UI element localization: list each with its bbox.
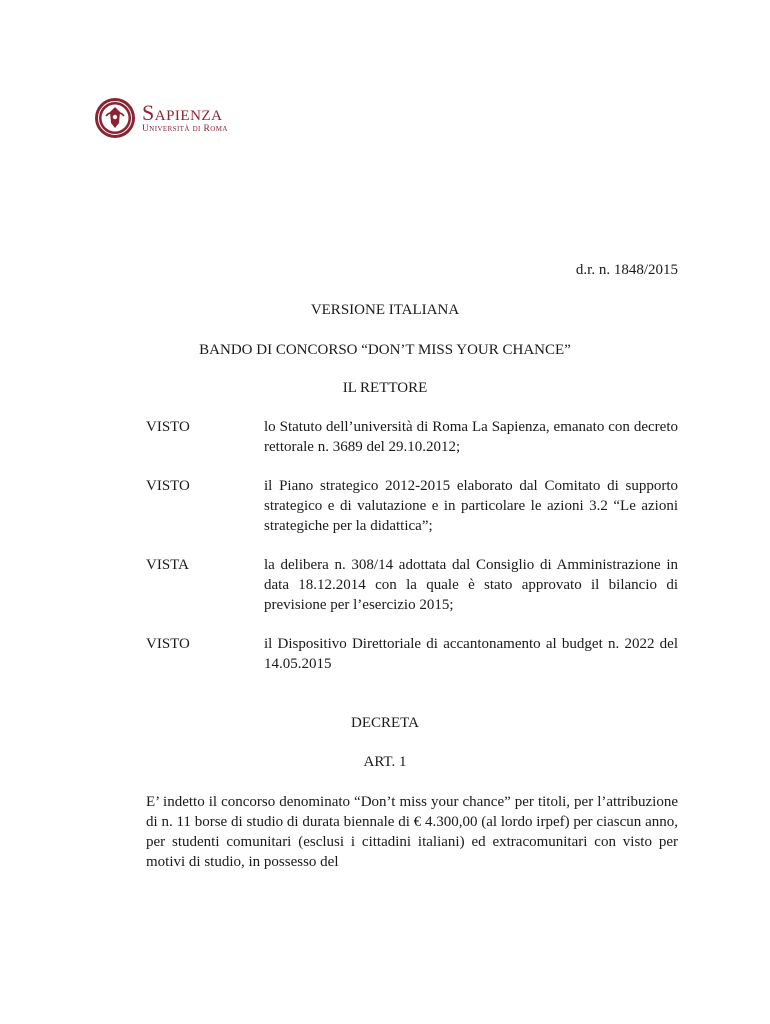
clause-keyword: VISTO <box>146 419 190 435</box>
clause-text: il Piano strategico 2012-2015 elaborato dal Comitato di supporto strategico e di valutazione e in particolare le azioni 3.2 “Le azioni strategiche per la didattica”; <box>264 478 678 534</box>
bando-heading: BANDO DI CONCORSO “DON’T MISS YOUR CHANCE” <box>199 342 571 358</box>
rettore-heading: IL RETTORE <box>342 380 428 396</box>
logo-subtitle: Università di Roma <box>142 123 228 134</box>
clause <box>146 417 678 457</box>
clause-keyword: VISTA <box>146 557 189 573</box>
article-1-paragraph: E’ indetto il concorso denominato “Don’t miss your chance” per titoli, per l’attribuzione di n. 11 borse di studio di durata biennale di € 4.300,00 (al lordo irpef) per ciascun anno, per studenti comunitari (esclusi i cittadini italiani) ed extracomunitari con visto per motivi di studio, in possesso del <box>146 794 678 870</box>
university-logo <box>94 97 228 139</box>
clause-text: la delibera n. 308/14 adottata dal Consiglio di Amministrazione in data 18.12.2014 con la quale è stato approvato il bilancio di previsione per l’esercizio 2015; <box>264 557 678 613</box>
clause-text: il Dispositivo Direttoriale di accantonamento al budget n. 2022 del 14.05.2015 <box>264 636 678 672</box>
sapienza-seal-icon <box>94 97 136 139</box>
article-heading: ART. 1 <box>363 754 407 770</box>
decreta-heading: DECRETA <box>351 715 419 731</box>
clause <box>146 634 678 674</box>
clause <box>146 476 678 536</box>
clause <box>146 555 678 615</box>
clause-text: lo Statuto dell’università di Roma La Sapienza, emanato con decreto rettorale n. 3689 del 29.10.2012; <box>264 419 678 455</box>
decree-reference: d.r. n. 1848/2015 <box>575 262 678 278</box>
clause-keyword: VISTO <box>146 478 190 494</box>
clause-keyword: VISTO <box>146 636 190 652</box>
version-heading: VERSIONE ITALIANA <box>310 302 460 318</box>
logo-name: Sapienza <box>142 99 223 125</box>
